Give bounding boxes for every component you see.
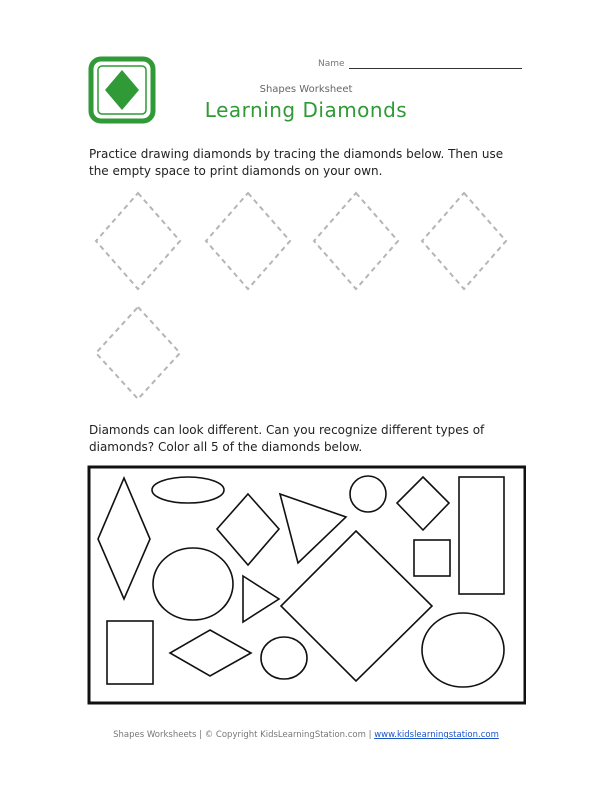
oval-shape[interactable] [152, 477, 224, 503]
tall-rectangle-shape[interactable] [459, 477, 504, 594]
tracing-instructions: Practice drawing diamonds by tracing the diamonds below. Then use the empty space to print diamonds on your own. [89, 147, 504, 178]
page-title: Learning Diamonds [204, 98, 408, 122]
footer [0, 730, 612, 740]
footer-shapes-worksheets: Shapes Worksheets [113, 730, 197, 740]
footer-copyright: © Copyright KidsLearningStation.com [204, 730, 366, 740]
name-label: Name [318, 59, 345, 69]
shapes-coloring-box [84, 464, 526, 708]
footer-website-link[interactable]: www.kidslearningstation.com [374, 730, 499, 740]
footer-separator: | [196, 730, 205, 740]
rectangle-shape[interactable] [107, 621, 153, 684]
tracing-diamond [314, 193, 398, 289]
tracing-diamond [96, 307, 180, 399]
big-oval-shape[interactable] [422, 613, 504, 687]
small-oval-shape[interactable] [261, 637, 307, 679]
square-shape[interactable] [414, 540, 450, 576]
tracing-diamond [422, 193, 506, 289]
tracing-diamond [96, 193, 180, 289]
large-oval-shape[interactable] [153, 548, 233, 620]
name-field-line[interactable] [349, 68, 522, 69]
coloring-instructions: Diamonds can look different. Can you recognize different types of diamonds? Color all 5 of the diamonds below. [89, 423, 485, 454]
footer-separator: | [365, 730, 375, 740]
tracing-diamond [206, 193, 290, 289]
circle-shape[interactable] [350, 476, 386, 512]
worksheet-subtitle: Shapes Worksheet [259, 84, 353, 95]
